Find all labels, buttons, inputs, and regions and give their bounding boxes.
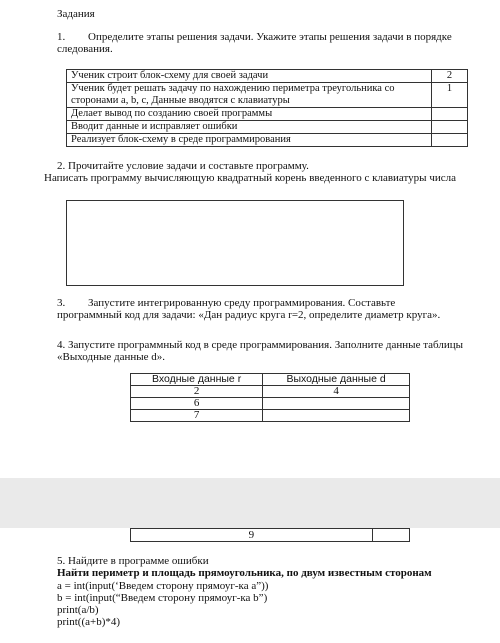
code-line: a = int(input(‘Введем сторону прямоуг-ка a”)) [57,580,269,592]
output-cell[interactable] [263,398,410,410]
task4-text-line1: 4. Запустите программный код в среде программирования. Заполните данные таблицы [57,339,463,351]
col-header-input: Входные данные r [131,374,263,386]
code-line: b = int(input(“Введем сторону прямоуг-ка b”) [57,592,268,604]
table-row [67,134,468,147]
input-cell: 7 [131,410,263,422]
steps-table [66,69,468,147]
input-cell: 9 [131,529,373,542]
step-number[interactable] [432,134,468,147]
task5-subtitle: Найти периметр и площадь прямоугольника, по двум известным сторонам [57,567,432,579]
step-text: Вводит данные и исправляет ошибки [67,121,432,134]
table-row [67,108,468,121]
step-text: Ученик будет решать задачу по нахождению периметра треугольника со сторонами a, b, c, Данные вводятся с клавиатуры [67,83,432,108]
step-text: Делает вывод по созданию своей программы [67,108,432,121]
output-cell[interactable] [263,410,410,422]
step-number[interactable] [432,121,468,134]
step-number[interactable]: 1 [432,83,468,108]
task3-number: 3. [57,297,66,309]
col-header-output: Выходные данные d [263,374,410,386]
task1-text-line1: Определите этапы решения задачи. Укажите этапы решения задачи в порядке [88,31,452,43]
input-cell: 6 [131,398,263,410]
task5-title: 5. Найдите в программе ошибки [57,555,209,567]
task4-text-line2: «Выходные данные d». [57,351,166,363]
output-cell[interactable]: 4 [263,386,410,398]
step-text: Реализует блок-схему в среде программирования [67,134,432,147]
task2-text-line2: Написать программу вычисляющую квадратный корень введенного с клавиатуры числа [44,172,457,184]
table-row [131,410,410,422]
table-row [131,529,410,542]
table-row [131,386,410,398]
io-table-continued [130,528,410,542]
table-row [67,70,468,83]
worksheet-page-2 [0,528,500,643]
input-cell: 2 [131,386,263,398]
heading: Задания [57,8,95,20]
task2-text-line1: 2. Прочитайте условие задачи и составьте программу. [57,160,309,172]
step-text: Ученик строит блок-схему для своей задачи [67,70,432,83]
task1-number: 1. [57,31,66,43]
step-number[interactable] [432,108,468,121]
table-header-row [131,374,410,386]
step-number[interactable]: 2 [432,70,468,83]
code-line: print((a+b)*4) [57,616,121,628]
table-row [67,121,468,134]
output-cell[interactable] [372,529,409,542]
table-row [67,83,468,108]
table-row [131,398,410,410]
io-table [130,373,410,422]
task1-text-line2: следования. [57,43,113,55]
task3-text-line1: Запустите интегрированную среду программирования. Составьте [88,297,396,309]
task3-text-line2: программный код для задачи: «Дан радиус круга r=2, определите диаметр круга». [57,309,441,321]
answer-box[interactable] [66,200,404,286]
page-gap [0,478,500,528]
code-line: print(a/b) [57,604,99,616]
